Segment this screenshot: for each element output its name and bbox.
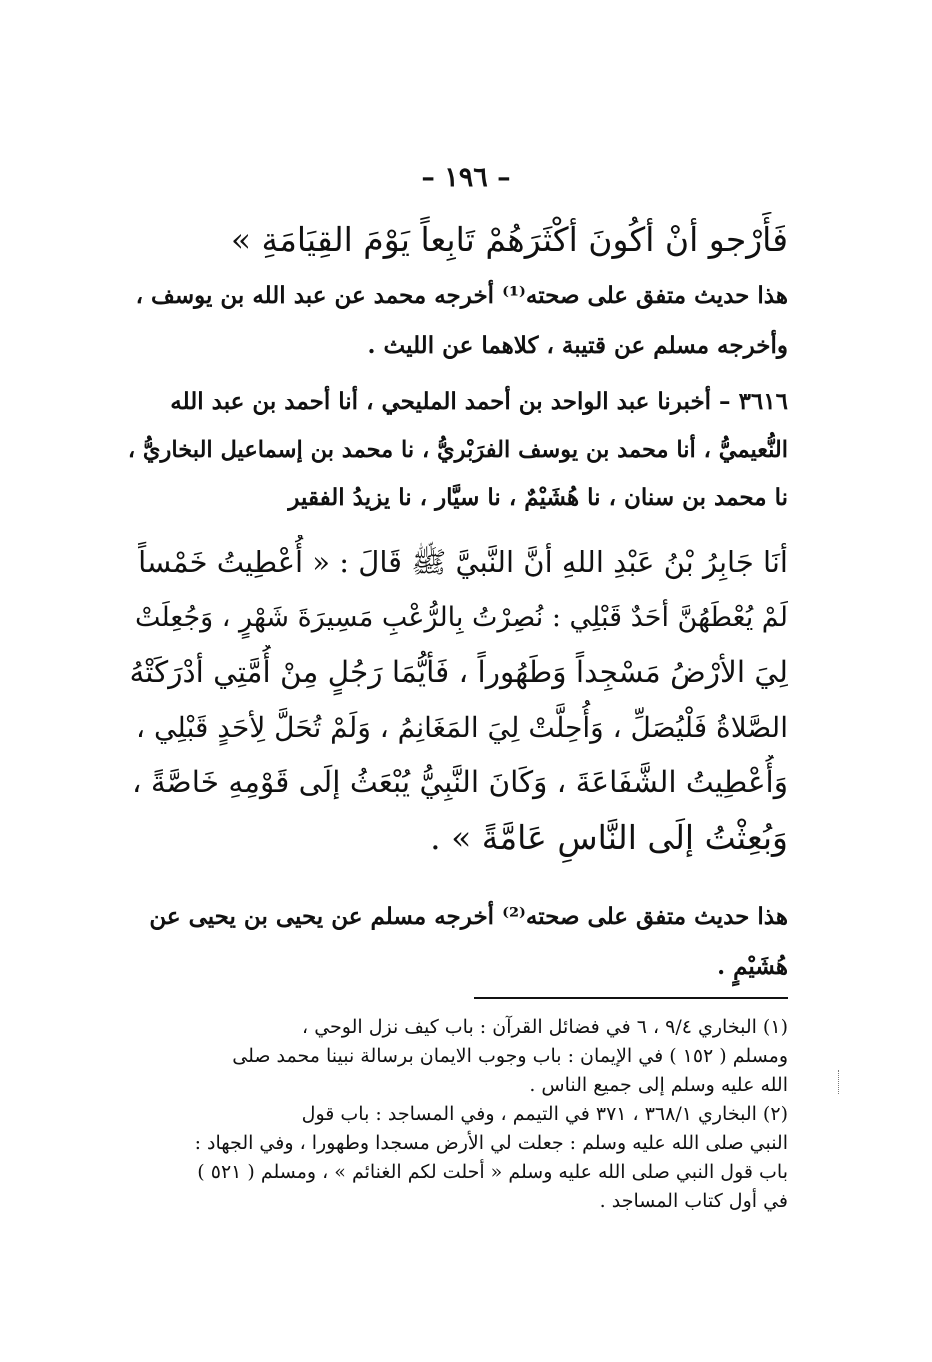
footnote-line: ومسلم ( ١٥٢ ) في الإيمان : باب وجوب الايمان برسالة نبينا محمد صلى [232, 1045, 788, 1067]
hadith-matn [128, 535, 788, 865]
takhrij-line: هُشَيْمٍ . [717, 953, 788, 980]
footnote-line: (٢) البخاري ٣٦٨/١ ، ٣٧١ في التيمم ، وفي المساجد : باب قول [301, 1103, 788, 1125]
footnote-line: النبي صلى الله عليه وسلم : جعلت لي الأرض مسجدا وطهورا ، وفي الجهاد : [194, 1132, 788, 1154]
hadith-isnad [128, 378, 788, 522]
page-number: – ١٩٦ – [421, 162, 511, 193]
footnotes [128, 1013, 788, 1216]
hadith-continuation [128, 212, 788, 267]
footnote-line: باب قول النبي صلى الله عليه وسلم « أحلت لكم الغنائم » ، ومسلم ( ٥٢١ ) [197, 1161, 788, 1183]
isnad-line: ٣٦١٦ – أخبرنا عبد الواحد بن أحمد المليحي ، أنا أحمد بن عبد الله [170, 388, 788, 415]
margin-mark [838, 1070, 845, 1094]
footnote-line: (١) البخاري ٩/٤ ، ٦ في فضائل القرآن : باب كيف نزل الوحي ، [302, 1016, 788, 1038]
footnote-divider [474, 997, 788, 999]
takhrij-paragraph-1 [128, 271, 788, 371]
matn-line: أنَا جَابِرُ بْنُ عَبْدِ اللهِ أنَّ النَّبيَّ ﷺ قَالَ : « أُعْطِيتُ خَمْساً [138, 545, 788, 579]
isnad-line: النُّعيميُّ ، أنا محمد بن يوسف الفرَبْريُّ ، نا محمد بن إسماعيل البخاريُّ ، [128, 437, 788, 463]
matn-line: لَمْ يُعْطَهُنَّ أحَدٌ قَبْلِي : نُصِرْتُ بِالرُّعْبِ مَسِيرَةَ شَهْرٍ ، وَجُعِلَتْ [134, 602, 788, 633]
takhrij-line: هذا حديث متفق على صحته⁽²⁾ أخرجه مسلم عن يحيى بن يحيى عن [149, 903, 788, 930]
takhrij-paragraph-2 [128, 892, 788, 992]
footnote-line: في أول كتاب المساجد . [599, 1190, 788, 1212]
footnote-line: الله عليه وسلم إلى جميع الناس . [529, 1074, 788, 1096]
isnad-line: نا محمد بن سنان ، نا هُشَيْمٌ ، نا سيَّار ، نا يزيدُ الفقير [288, 484, 788, 511]
continuation-line: فَأَرْجو أنْ أكُونَ أكْثَرَهُمْ تَابِعاً يَوْمَ القِيَامَةِ » [230, 220, 788, 259]
matn-line: وَأُعْطِيتُ الشَّفَاعَةَ ، وَكَانَ النَّبِيُّ يُبْعَثُ إلَى قَوْمِهِ خَاصَّةً ، [131, 765, 788, 799]
takhrij-line: هذا حديث متفق على صحته⁽¹⁾ أخرجه محمد عن عبد الله بن يوسف ، [135, 282, 788, 309]
matn-line: لِيَ الأرْضُ مَسْجِداً وَطَهُوراً ، فَأيُّمَا رَجُلٍ مِنْ أُمَّتِي أدْرَكَتْهُ [129, 655, 788, 689]
takhrij-line: وأخرجه مسلم عن قتيبة ، كلاهما عن الليث . [367, 332, 788, 359]
matn-line: الصَّلاةُ فَلْيُصَلِّ ، وَأُحِلَّتْ لِيَ المَغَانِمُ ، وَلَمْ تُحَلَّ لِأحَدٍ قَبْلِي ، [136, 711, 788, 744]
matn-line: وَبُعِثْتُ إلَى النَّاسِ عَامَّةً » . [430, 818, 788, 857]
